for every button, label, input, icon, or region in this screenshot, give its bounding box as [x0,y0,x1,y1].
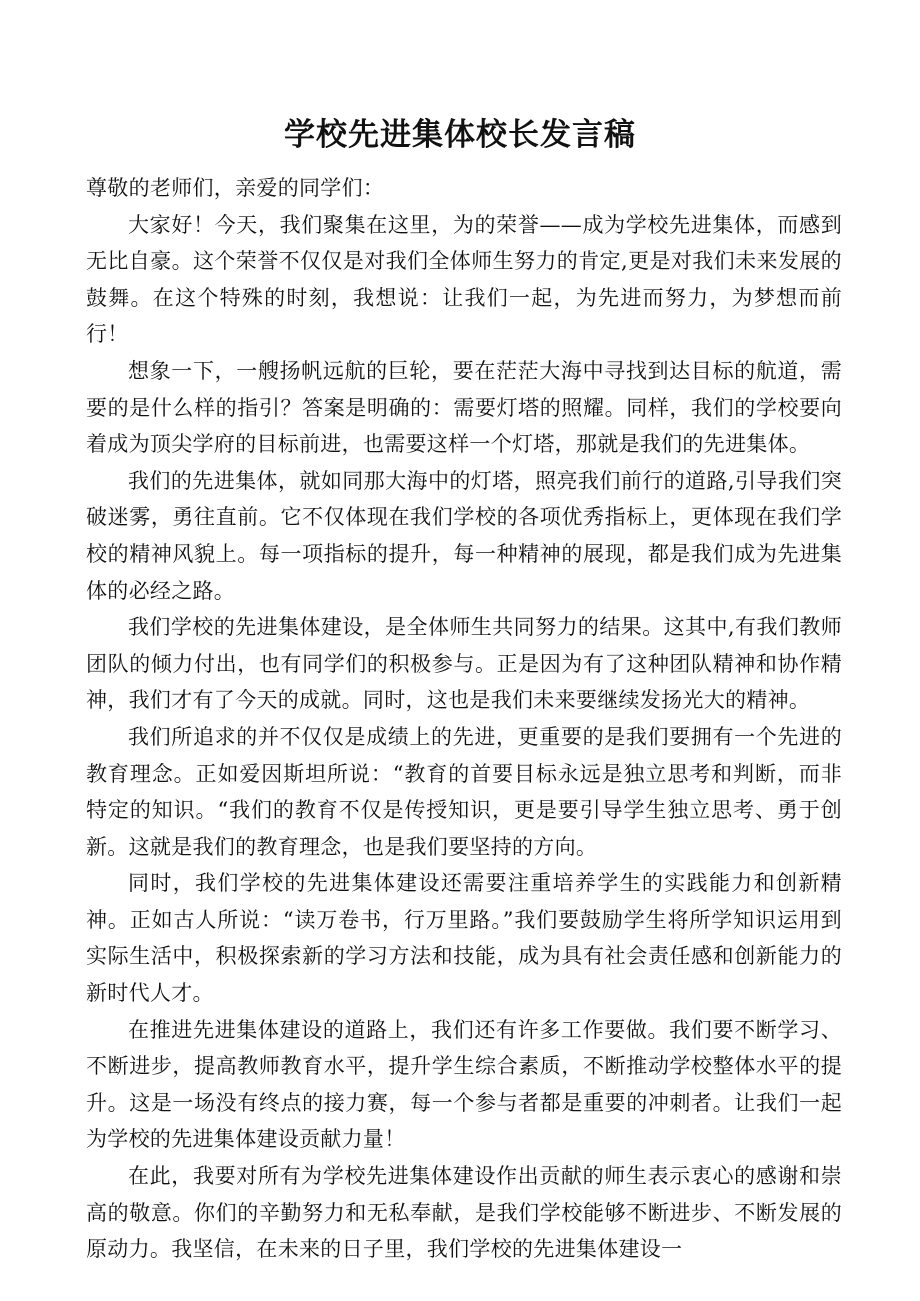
paragraph-7: 在推进先进集体建设的道路上，我们还有许多工作要做。我们要不断学习、不断进步，提高教师教育水平，提升学生综合素质，不断推动学校整体水平的提升。这是一场没有终点的接力赛，每一个参与者都是重要的冲刺者。让我们一起为学校的先进集体建设贡献力量！ [86,1017,842,1152]
paragraph-8: 在此，我要对所有为学校先进集体建设作出贡献的师生表示衷心的感谢和崇高的敬意。你们的辛勤努力和无私奉献，是我们学校能够不断进步、不断发展的原动力。我坚信，在未来的日子里，我们学校的先进集体建设一 [86,1164,842,1262]
paragraph-4: 我们学校的先进集体建设，是全体师生共同努力的结果。这其中,有我们教师团队的倾力付出，也有同学们的积极参与。正是因为有了这种团队精神和协作精神，我们才有了今天的成就。同时，这也是我们未来要继续发扬光大的精神。 [86,615,842,713]
salutation: 尊敬的老师们，亲爱的同学们： [86,176,385,200]
paragraph-1: 大家好！今天，我们聚集在这里，为的荣誉——成为学校先进集体，而感到无比自豪。这个荣誉不仅仅是对我们全体师生努力的肯定,更是对我们未来发展的鼓舞。在这个特殊的时刻，我想说：让我们一起，为先进而努力，为梦想而前行！ [86,212,842,347]
paragraph-2: 想象一下，一艘扬帆远航的巨轮，要在茫茫大海中寻找到达目标的航道，需要的是什么样的指引？答案是明确的：需要灯塔的照耀。同样，我们的学校要向着成为顶尖学府的目标前进，也需要这样一个灯塔，那就是我们的先进集体。 [86,358,842,457]
paragraph-5: 我们所追求的并不仅仅是成绩上的先进，更重要的是我们要拥有一个先进的教育理念。正如爱因斯坦所说：“教育的首要目标永远是独立思考和判断，而非特定的知识。“我们的教育不仅是传授知识，更是要引导学生独立思考、勇于创新。这就是我们的教育理念，也是我们要坚持的方向。 [86,724,842,859]
paragraph-3: 我们的先进集体，就如同那大海中的灯塔，照亮我们前行的道路,引导我们突破迷雾，勇往直前。它不仅体现在我们学校的各项优秀指标上，更体现在我们学校的精神风貌上。每一项指标的提升，每一种精神的展现，都是我们成为先进集体的必经之路。 [86,468,842,603]
document-body [86,170,842,1268]
paragraph-6: 同时，我们学校的先进集体建设还需要注重培养学生的实践能力和创新精神。正如古人所说：“读万卷书，行万里路。”我们要鼓励学生将所学知识运用到实际生活中，积极探索新的学习方法和技能，成为具有社会责任感和创新能力的新时代人才。 [86,871,842,1006]
document-title: 学校先进集体校长发言稿 [284,117,636,153]
